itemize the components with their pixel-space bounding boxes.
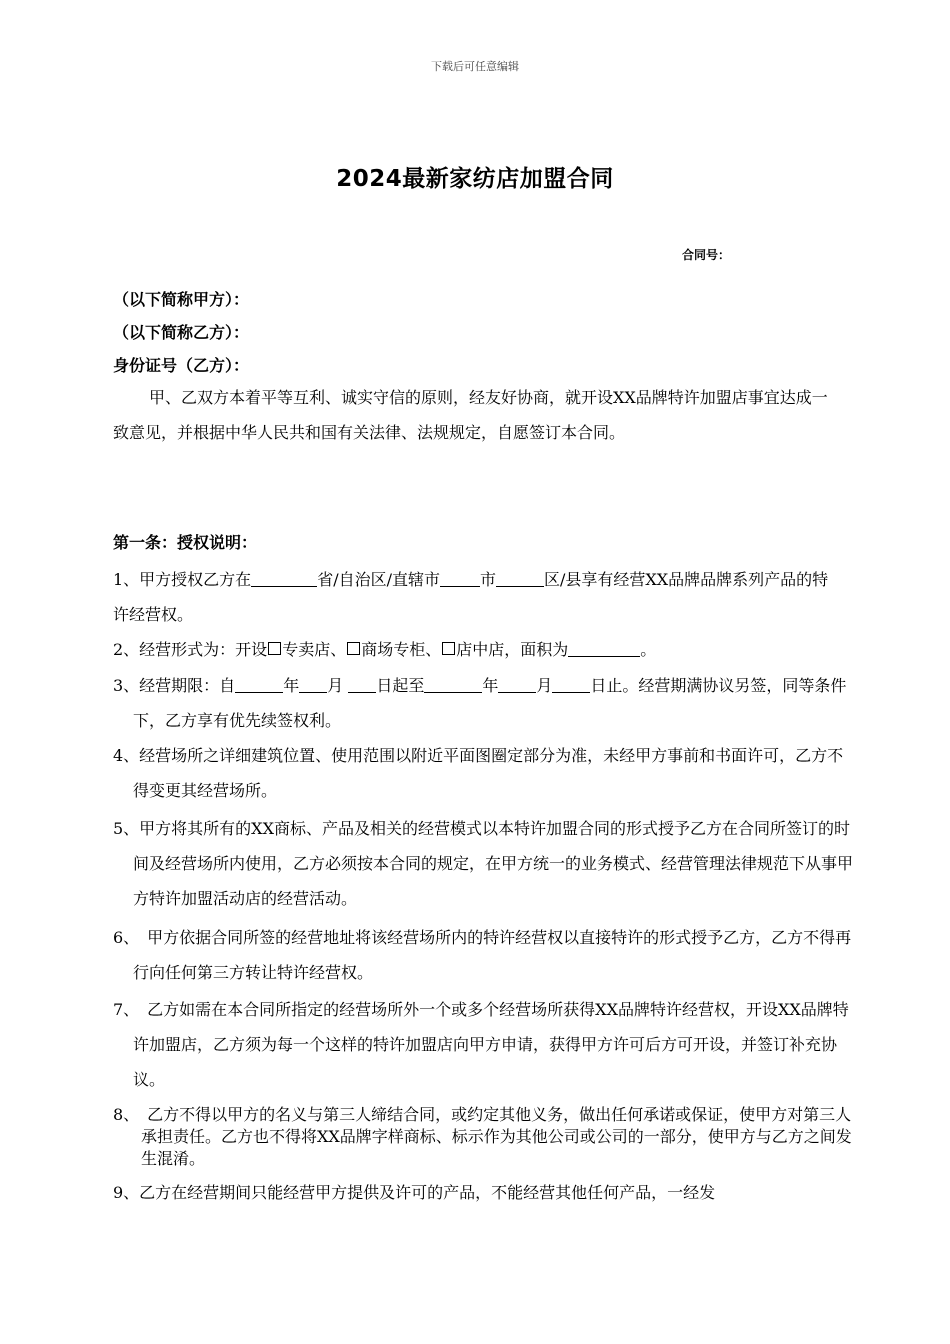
checkbox-icon bbox=[442, 642, 455, 655]
party-a-label: （以下简称甲方）： bbox=[113, 290, 250, 309]
clause-2-part: 。 bbox=[640, 640, 657, 659]
intro-paragraph: 甲、乙双方本着平等互利、诚实守信的原则，经友好协商，就开设XX品牌特许加盟店事宜达成一致意见，并根据中华人民共和国有关法律、法规规定，自愿签订本合同。 bbox=[113, 388, 828, 442]
end-month-blank bbox=[498, 676, 536, 693]
start-month-blank bbox=[299, 676, 327, 693]
clause-3-part: 日止。经营期满协议另签，同等条件下，乙方享有优先续签权利。 bbox=[133, 676, 847, 730]
clause-8: 8、 乙方不得以甲方的名义与第三人缔结合同，或约定其他义务，做出任何承诺或保证，使甲方对第三人承担责任。乙方也不得将XX品牌字样商标、标示作为其他公司或公司的一部分，使甲方与乙方之间发生混淆。 bbox=[113, 1105, 852, 1168]
clause-3-part: 月 bbox=[327, 676, 344, 695]
clause-7: 7、 乙方如需在本合同所指定的经营场所外一个或多个经营场所获得XX品牌特许经营权，开设XX品牌特许加盟店，乙方须为每一个这样的特许加盟店向甲方申请，获得甲方许可后方可开设，并签订补充协议。 bbox=[113, 1000, 849, 1089]
clause-2-part: 专卖店、 bbox=[282, 640, 347, 659]
document-title: 2024最新家纺店加盟合同 bbox=[336, 166, 614, 192]
clause-1-part: 市 bbox=[479, 570, 496, 589]
end-year-blank bbox=[424, 676, 482, 693]
start-year-blank bbox=[235, 676, 283, 693]
id-number-label: 身份证号（乙方）： bbox=[113, 356, 250, 375]
clause-9: 9、乙方在经营期间只能经营甲方提供及许可的产品，不能经营其他任何产品，一经发 bbox=[113, 1183, 716, 1202]
end-day-blank bbox=[552, 676, 590, 693]
clause-2-part: 商场专柜、 bbox=[361, 640, 442, 659]
party-b-label: （以下简称乙方）： bbox=[113, 323, 250, 342]
area-blank bbox=[568, 640, 640, 657]
clause-1 bbox=[113, 562, 838, 632]
clause-3-part: 年 bbox=[283, 676, 300, 695]
district-blank bbox=[496, 570, 544, 587]
start-day-blank bbox=[348, 676, 376, 693]
clause-1-part: 省/自治区/直辖市 bbox=[317, 570, 440, 589]
checkbox-icon bbox=[268, 642, 281, 655]
checkbox-icon bbox=[347, 642, 360, 655]
clause-3-part: 日起至 bbox=[376, 676, 425, 695]
clause-2 bbox=[113, 632, 838, 667]
clause-4: 4、经营场所之详细建筑位置、使用范围以附近平面图圈定部分为准，未经甲方事前和书面许可，乙方不得变更其经营场所。 bbox=[113, 746, 844, 800]
section-1-title: 第一条：授权说明： bbox=[113, 533, 258, 552]
clause-1-part: 区/县享有经营XX品牌品牌系列产品的特许经营权。 bbox=[113, 570, 829, 624]
clause-1-part: 1、甲方授权乙方在 bbox=[113, 570, 252, 589]
clause-3-part: 月 bbox=[536, 676, 553, 695]
clause-5: 5、甲方将其所有的XX商标、产品及相关的经营模式以本特许加盟合同的形式授予乙方在合同所签订的时间及经营场所内使用，乙方必须按本合同的规定，在甲方统一的业务模式、经营管理法律规范下从事甲方特许加盟活动店的经营活动。 bbox=[113, 819, 854, 908]
clause-2-part: 2、经营形式为：开设 bbox=[113, 640, 268, 659]
clause-3-part: 3、经营期限：自 bbox=[113, 676, 236, 695]
contract-number-label: 合同号： bbox=[682, 248, 731, 262]
clause-3 bbox=[113, 668, 858, 738]
header-note: 下载后可任意编辑 bbox=[431, 60, 519, 73]
clause-3-part: 年 bbox=[482, 676, 499, 695]
province-blank bbox=[251, 570, 317, 587]
clause-2-part: 店中店，面积为 bbox=[456, 640, 569, 659]
city-blank bbox=[440, 570, 480, 587]
clause-6: 6、 甲方依据合同所签的经营地址将该经营场所内的特许经营权以直接特许的形式授予乙方，乙方不得再行向任何第三方转让特许经营权。 bbox=[113, 928, 852, 982]
